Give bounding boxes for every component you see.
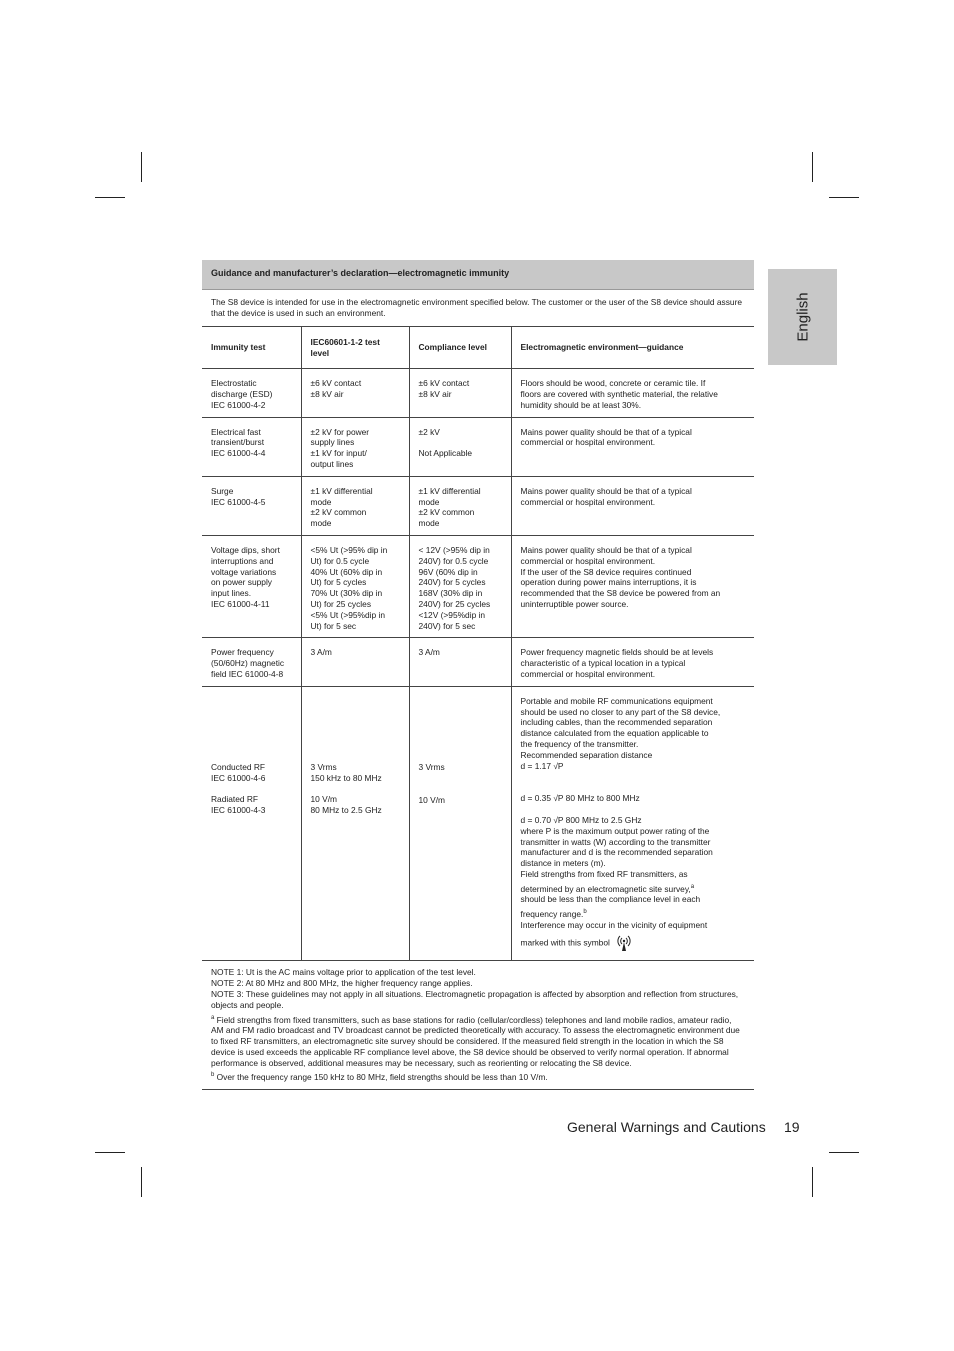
cell-line: 3 Vrms — [418, 761, 445, 772]
crop-mark — [829, 197, 859, 198]
note: NOTE 1: Ut is the AC mains voltage prior to application of the test level. — [211, 967, 476, 978]
declaration-title: Guidance and manufacturer’s declaration—electromagnetic immunity — [202, 260, 754, 290]
footnote-a: $^a$ Field strengths from fixed transmitters, such as base stations for radio (cellular/cordless) telephones and land mobile radios, amateur radio, AM and FM radio broadcast and TV broadcast cannot be predicted theoretically with accuracy. To assess the electromagnetic environment due to fixed RF transmitters, an electromagnetic site survey should be considered. If the measured field strength in the location in which the S8 device is used exceeds the applicable RF compliance level above, the S8 device should be observed to verify normal operation. If abnormal performance is observed, additional measures may be necessary, such as reorienting or relocating the S8 device. — [211, 1014, 740, 1068]
cell-line: the frequency of the transmitter. — [520, 738, 639, 749]
cell-line: frequency range.$^b$ — [520, 909, 587, 920]
cell-line: 3 A/m — [418, 647, 440, 658]
cell-line: voltage variations — [211, 566, 277, 577]
table-header-row — [202, 327, 754, 369]
cell-line: ±6 kV contact — [310, 378, 362, 389]
cell-line: Recommended separation distance — [520, 749, 653, 760]
cell-line: If the user of the S8 device requires continued — [520, 566, 692, 577]
cell-line: IEC 61000-4-3 — [211, 805, 266, 816]
cell-line: 168V (30% dip in — [418, 588, 483, 599]
crop-mark — [141, 152, 142, 182]
cell-test-level — [301, 535, 409, 637]
cell-line: input lines. — [211, 588, 252, 599]
emi-declaration — [202, 260, 754, 1090]
cell-line: floors are covered with synthetic material, the relative — [520, 388, 718, 399]
cell-line: ±2 kV for power — [310, 426, 370, 437]
header-immunity-test: Immunity test — [211, 342, 266, 353]
cell-compliance-level — [409, 369, 511, 417]
language-tab-label: English — [794, 292, 811, 342]
cell-line: commercial or hospital environment. — [520, 555, 656, 566]
cell-line: manufacturer and d is the recommended separation — [520, 847, 713, 858]
cell-line: ±2 kV — [418, 426, 440, 437]
cell-line: mode — [418, 496, 440, 507]
cell-test-level — [301, 417, 409, 476]
header-test-level: IEC60601-1-2 test level — [301, 327, 409, 369]
cell-line: Mains power quality should be that of a typical — [520, 485, 692, 496]
table-row — [202, 638, 754, 686]
cell-line: Surge — [211, 485, 234, 496]
cell-line: 10 V/m — [418, 794, 446, 805]
cell-line: Mains power quality should be that of a typical — [520, 544, 692, 555]
cell-line: commercial or hospital environment. — [520, 496, 656, 507]
cell-line: Field strengths from fixed RF transmitters, as — [520, 869, 688, 880]
cell-line: on power supply — [211, 577, 272, 588]
cell-line: <5% Ut (>95%dip in — [310, 609, 385, 620]
cell-guidance — [511, 476, 754, 535]
cell-line: commercial or hospital environment. — [520, 437, 656, 448]
cell-line: (50/60Hz) magnetic — [211, 658, 285, 669]
note: NOTE 3: These guidelines may not apply in all situations. Electromagnetic propagation is affected by absorption and reflection from structures, objects and people. — [211, 989, 739, 1010]
cell-guidance — [511, 417, 754, 476]
cell-line: Ut) for 5 sec — [310, 620, 357, 631]
cell-line: should be used no closer to any part of the S8 device, — [520, 706, 721, 717]
cell-line: 96V (60% dip in — [418, 566, 478, 577]
cell-immunity-test — [202, 686, 301, 961]
cell-guidance — [511, 638, 754, 686]
footer-page-number: 19 — [784, 1119, 800, 1135]
cell-line: mode — [310, 496, 332, 507]
cell-line: output lines — [310, 458, 354, 469]
footnote-b: $^b$ Over the frequency range 150 kHz to 80 MHz, field strengths should be less than 10 V/m. — [211, 1072, 548, 1083]
cell-immunity-test — [202, 417, 301, 476]
crop-mark — [95, 1152, 125, 1153]
cell-line — [419, 437, 503, 448]
notes — [202, 961, 754, 1090]
cell-line: < 12V (>95% dip in — [418, 544, 490, 555]
crop-mark — [95, 197, 125, 198]
table-row — [202, 686, 754, 961]
cell-line: IEC 61000-4-11 — [211, 598, 270, 609]
cell-test-level — [301, 369, 409, 417]
cell-line: Ut) for 5 cycles — [310, 577, 367, 588]
cell-compliance-level — [409, 686, 511, 961]
cell-line: including cables, than the recommended separation — [520, 717, 713, 728]
cell-line: d = 0.70 √P 800 MHz to 2.5 GHz — [520, 815, 642, 826]
cell-line: Not Applicable — [418, 448, 473, 459]
footer-section-title: General Warnings and Cautions — [567, 1119, 766, 1135]
cell-line: characteristic of a typical location in a typical — [520, 658, 686, 669]
cell-line: ±2 kV common — [418, 507, 475, 518]
table-row — [202, 369, 754, 417]
cell-line: ±6 kV contact — [418, 378, 470, 389]
table-row — [202, 476, 754, 535]
header-guidance: Electromagnetic environment—guidance — [511, 327, 754, 369]
cell-line: IEC 61000-4-6 — [211, 772, 266, 783]
cell-line: 3 A/m — [310, 647, 332, 658]
non-ionizing-radiation-icon — [614, 932, 634, 955]
cell-line: ±2 kV common — [310, 507, 367, 518]
cell-line: 240V) for 5 cycles — [418, 577, 486, 588]
cell-immunity-test — [202, 476, 301, 535]
cell-line: d = 1.17 √P — [520, 760, 564, 771]
cell-line: Power frequency — [211, 647, 274, 658]
cell-line: Radiated RF — [211, 794, 259, 805]
cell-line: ±8 kV air — [418, 388, 452, 399]
cell-line: 240V) for 0.5 cycle — [418, 555, 489, 566]
cell-line: 240V) for 25 cycles — [418, 598, 491, 609]
cell-compliance-level — [409, 476, 511, 535]
cell-guidance — [511, 535, 754, 637]
cell-line: mode — [310, 518, 332, 529]
cell-line: distance in meters (m). — [520, 858, 606, 869]
cell-line: where P is the maximum output power rating of the — [520, 825, 710, 836]
cell-line: determined by an electromagnetic site survey,$^a$ — [520, 883, 695, 894]
cell-line: Conducted RF — [211, 761, 265, 772]
cell-line: transmitter in watts (W) according to the transmitter — [520, 836, 711, 847]
cell-line: Electrical fast — [211, 426, 261, 437]
cell-line: interruptions and — [211, 555, 274, 566]
cell-line: 240V) for 5 sec — [418, 620, 476, 631]
cell-line: transient/burst — [211, 437, 265, 448]
cell-line: discharge (ESD) — [211, 388, 273, 399]
cell-guidance — [511, 686, 754, 961]
cell-line: IEC 61000-4-2 — [211, 399, 266, 410]
cell-line: recommended that the S8 device be powered from an — [520, 588, 721, 599]
cell-line: Floors should be wood, concrete or ceramic tile. If — [520, 378, 706, 389]
cell-line: mode — [418, 518, 440, 529]
crop-mark — [829, 1152, 859, 1153]
cell-line: marked with this symbol — [521, 932, 747, 955]
cell-immunity-test — [202, 638, 301, 686]
cell-line: 150 kHz to 80 MHz — [310, 772, 382, 783]
cell-line: should be less than the compliance level in each — [520, 894, 701, 905]
cell-immunity-test — [202, 535, 301, 637]
cell-line: <12V (>95%dip in — [418, 609, 486, 620]
immunity-table — [202, 326, 754, 961]
cell-immunity-test — [202, 369, 301, 417]
crop-mark — [812, 1167, 813, 1197]
cell-compliance-level — [409, 417, 511, 476]
cell-guidance — [511, 369, 754, 417]
cell-line: distance calculated from the equation applicable to — [520, 728, 709, 739]
table-row — [202, 417, 754, 476]
cell-line: d = 0.35 √P 80 MHz to 800 MHz — [520, 793, 640, 804]
cell-line: Interference may occur in the vicinity of equipment — [520, 919, 708, 930]
header-compliance-level: Compliance level — [409, 327, 511, 369]
cell-line: field IEC 61000-4-8 — [211, 668, 284, 679]
cell-line: operation during power mains interruptions, it is — [520, 577, 697, 588]
crop-mark — [141, 1167, 142, 1197]
cell-line: uninterruptible power source. — [520, 598, 629, 609]
cell-line: ±1 kV differential — [310, 485, 373, 496]
cell-line: 40% Ut (60% dip in — [310, 566, 383, 577]
cell-test-level — [301, 476, 409, 535]
cell-line: Mains power quality should be that of a typical — [520, 426, 692, 437]
language-tab — [768, 269, 837, 365]
cell-line: humidity should be at least 30%. — [520, 399, 642, 410]
cell-line: Ut) for 25 cycles — [310, 598, 372, 609]
cell-test-level — [301, 686, 409, 961]
table-row — [202, 535, 754, 637]
cell-line: <5% Ut (>95% dip in — [310, 544, 388, 555]
cell-line: Voltage dips, short — [211, 544, 280, 555]
cell-compliance-level — [409, 535, 511, 637]
cell-line: 80 MHz to 2.5 GHz — [310, 805, 382, 816]
cell-line: ±1 kV differential — [418, 485, 481, 496]
cell-compliance-level — [409, 638, 511, 686]
cell-line: commercial or hospital environment. — [520, 668, 656, 679]
cell-line: 10 V/m — [310, 794, 338, 805]
note: NOTE 2: At 80 MHz and 800 MHz, the higher frequency range applies. — [211, 978, 473, 989]
cell-line: IEC 61000-4-5 — [211, 496, 266, 507]
declaration-intro: The S8 device is intended for use in the electromagnetic environment specified below. The customer or the user of the S8 device should assure that the device is used in such an environment. — [211, 297, 743, 318]
crop-mark — [812, 152, 813, 182]
cell-line: Electrostatic — [211, 378, 257, 389]
cell-line: Power frequency magnetic fields should be at levels — [520, 647, 714, 658]
cell-line: Portable and mobile RF communications equipment — [520, 695, 713, 706]
cell-line: ±8 kV air — [310, 388, 344, 399]
cell-line: IEC 61000-4-4 — [211, 448, 266, 459]
cell-line: Ut) for 0.5 cycle — [310, 555, 370, 566]
cell-line: 70% Ut (30% dip in — [310, 588, 383, 599]
cell-line: ±1 kV for input/ — [310, 448, 367, 459]
cell-line: 3 Vrms — [310, 761, 337, 772]
cell-test-level — [301, 638, 409, 686]
cell-line: supply lines — [310, 437, 355, 448]
